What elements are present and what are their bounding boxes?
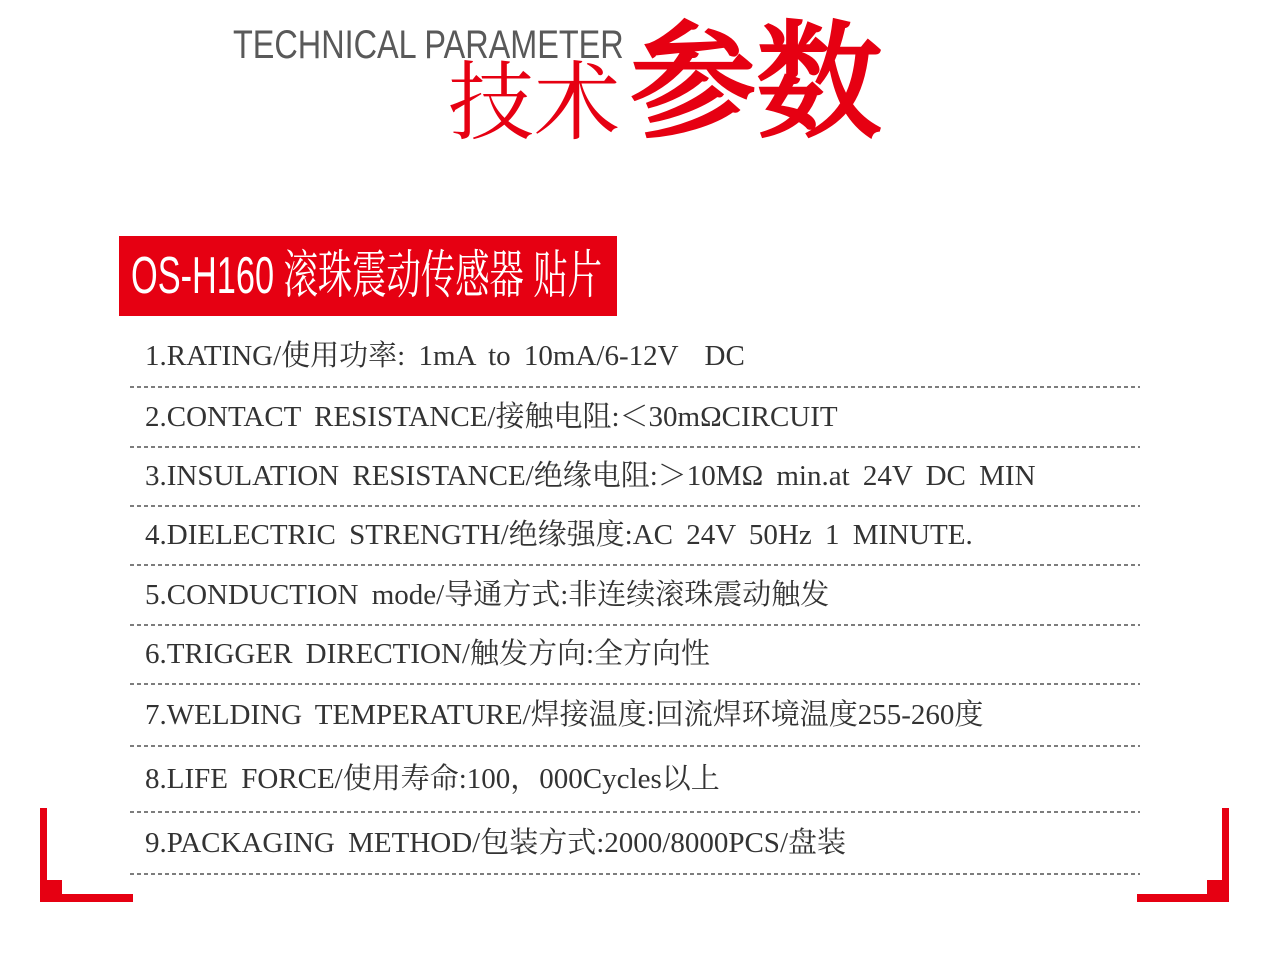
bracket-horizontal-bar — [40, 894, 133, 902]
spec-row-rating — [130, 327, 1140, 388]
corner-bracket-bottom-left — [40, 808, 133, 902]
spec-text: 6.TRIGGER DIRECTION/触发方向:全方向性 — [145, 638, 711, 671]
bracket-horizontal-bar — [1137, 894, 1229, 902]
spec-row-dielectric-strength — [130, 507, 1140, 566]
spec-row-insulation-resistance — [130, 448, 1140, 507]
product-name-banner — [119, 236, 617, 316]
corner-bracket-bottom-right — [1137, 808, 1229, 902]
section-subtitle-en: TECHNICAL PARAMETER — [233, 23, 624, 67]
spec-row-contact-resistance — [130, 388, 1140, 448]
spec-row-life-force — [130, 747, 1140, 813]
spec-text: 2.CONTACT RESISTANCE/接触电阻:＜30mΩCIRCUIT — [145, 400, 838, 433]
spec-row-packaging-method — [130, 813, 1140, 875]
spec-text: 9.PACKAGING METHOD/包装方式:2000/8000PCS/盘装 — [145, 826, 846, 859]
bracket-vertical-bar — [1222, 808, 1229, 902]
product-name: OS-H160 滚珠震动传感器 贴片 — [131, 247, 603, 305]
spec-text: 3.INSULATION RESISTANCE/绝缘电阻:＞10MΩ min.at 24V DC MIN — [145, 460, 1036, 493]
spec-text: 7.WELDING TEMPERATURE/焊接温度:回流焊环境温度255-260度 — [145, 698, 984, 731]
spec-text: 8.LIFE FORCE/使用寿命:100，000Cycles以上 — [145, 762, 720, 795]
spec-text: 1.RATING/使用功率: 1mA to 10mA/6-12V DC — [145, 340, 745, 373]
spec-text: 4.DIELECTRIC STRENGTH/绝缘强度:AC 24V 50Hz 1 MINUTE. — [145, 519, 973, 552]
spec-row-conduction-mode — [130, 566, 1140, 626]
spec-list — [130, 327, 1140, 875]
bracket-corner-block — [1207, 880, 1222, 894]
section-title-part1: 技术 — [448, 53, 620, 153]
section-title-part2: 参数 — [630, 9, 882, 156]
spec-row-welding-temperature — [130, 685, 1140, 747]
dashed-divider — [130, 873, 1140, 875]
spec-row-trigger-direction — [130, 626, 1140, 685]
bracket-vertical-bar — [40, 808, 47, 902]
bracket-corner-block — [47, 880, 62, 894]
spec-text: 5.CONDUCTION mode/导通方式:非连续滚珠震动触发 — [145, 578, 830, 611]
